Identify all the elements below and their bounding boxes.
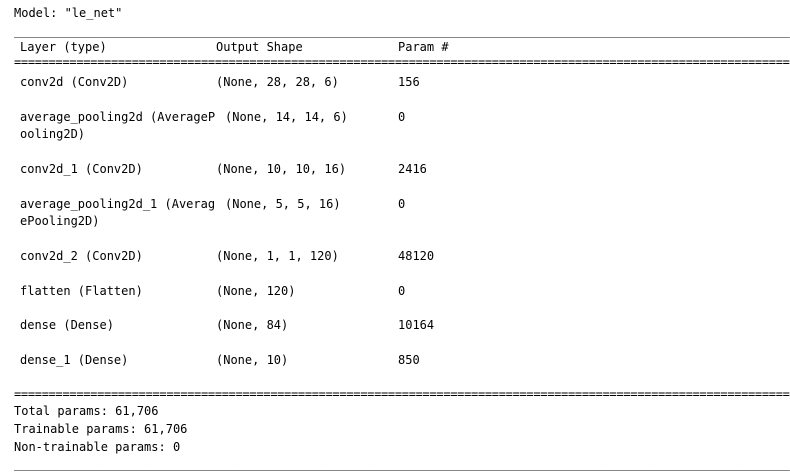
layer-name: average_pooling2d (AverageP <box>20 110 216 124</box>
header-output-shape: Output Shape <box>216 40 303 54</box>
layer-name-continued: ePooling2D) <box>20 214 100 228</box>
param-count: 0 <box>398 197 406 211</box>
header-layer: Layer (type) <box>20 40 107 54</box>
output-shape: (None, 10, 10, 16) <box>216 162 347 176</box>
param-count: 0 <box>398 110 406 124</box>
output-shape: (None, 120) <box>216 284 296 298</box>
table-row <box>0 197 495 227</box>
table-row <box>0 318 495 348</box>
table-row <box>0 249 495 279</box>
output-shape: (None, 1, 1, 120) <box>216 249 339 263</box>
layer-name: average_pooling2d_1 (Averag <box>20 197 216 211</box>
param-count: 10164 <box>398 318 435 332</box>
model-title: Model: "le_net" <box>14 6 123 20</box>
bottom-equal-rule: ================================================================================================================ <box>14 387 790 401</box>
layer-name: conv2d (Conv2D) <box>20 75 129 89</box>
layer-name-continued: ooling2D) <box>20 127 86 141</box>
layer-name: dense (Dense) <box>20 318 114 332</box>
layer-name: dense_1 (Dense) <box>20 353 129 367</box>
layer-name: conv2d_2 (Conv2D) <box>20 249 143 263</box>
output-shape: (None, 14, 14, 6) <box>225 110 348 124</box>
header-param: Param # <box>398 40 449 54</box>
table-row <box>0 110 495 140</box>
param-count: 0 <box>398 284 406 298</box>
param-count: 48120 <box>398 249 435 263</box>
output-shape: (None, 84) <box>216 318 289 332</box>
header-equal-rule: ================================================================================================================ <box>14 55 790 69</box>
output-shape: (None, 5, 5, 16) <box>225 197 341 211</box>
param-count: 156 <box>398 75 420 89</box>
table-row <box>0 75 495 105</box>
table-row <box>0 353 495 383</box>
layer-name: conv2d_1 (Conv2D) <box>20 162 143 176</box>
total-params: Total params: 61,706 <box>14 404 159 418</box>
layer-name: flatten (Flatten) <box>20 284 143 298</box>
table-row <box>0 284 495 314</box>
trainable-params: Trainable params: 61,706 <box>14 422 188 436</box>
output-shape: (None, 28, 28, 6) <box>216 75 339 89</box>
table-row <box>0 162 495 192</box>
param-count: 2416 <box>398 162 427 176</box>
top-dash-rule: ________________________________________________________________________________________________________________ <box>14 24 790 38</box>
param-count: 850 <box>398 353 420 367</box>
non-trainable-params: Non-trainable params: 0 <box>14 440 181 454</box>
output-shape: (None, 10) <box>216 353 289 367</box>
footer-dash-rule: ________________________________________________________________________________________________________________ <box>14 457 790 471</box>
